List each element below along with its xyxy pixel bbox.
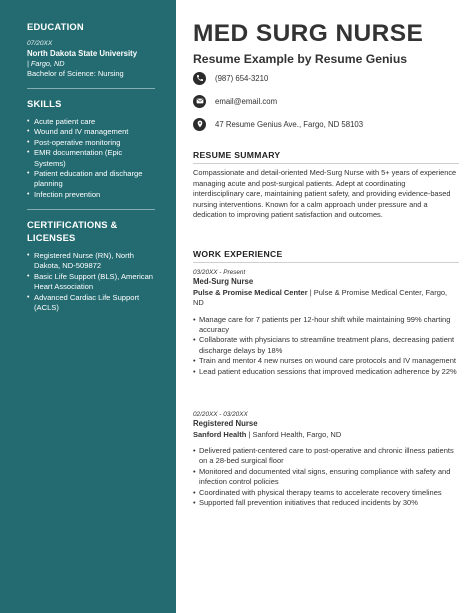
phone-icon — [193, 72, 206, 85]
education-date: 07/20XX — [27, 40, 53, 47]
skill-item: • Wound and IV management — [27, 127, 129, 137]
job-bullet: • Delivered patient-centered care to post-operative and chronic illness patients on a 28-bed surgical floor — [193, 446, 454, 466]
location-pin-icon — [193, 118, 206, 131]
skills-list — [27, 117, 155, 200]
summary-divider — [193, 163, 459, 164]
summary-heading: RESUME SUMMARY — [193, 150, 281, 160]
contact-address — [193, 117, 363, 131]
sidebar-divider — [27, 209, 155, 210]
skill-item: • Infection prevention — [27, 189, 101, 199]
skill-item: • Acute patient care — [27, 117, 96, 126]
job-title: Med-Surg Nurse — [193, 277, 254, 286]
experience-heading: WORK EXPERIENCE — [193, 249, 283, 259]
job-entry — [193, 410, 459, 508]
job-bullet: • Train and mentor 4 new nurses on wound care protocols and IV management — [193, 356, 456, 366]
experience-divider — [193, 262, 459, 263]
sidebar-divider — [27, 88, 155, 89]
certification-item: • Basic Life Support (BLS), American Heart Association — [27, 271, 154, 292]
job-bullet: • Collaborate with physicians to streamline treatment plans, decreasing patient discharge delays by 18% — [193, 335, 455, 355]
job-entry — [193, 268, 459, 377]
job-bullet: • Coordinated with physical therapy teams to accelerate recovery timelines — [193, 487, 442, 497]
summary-text: Compassionate and detail-oriented Med-Surg Nurse with 5+ years of experience managing acute and post-surgical patients. Adept at coordinating interdisciplinary care, maintaining patient safety, and providing evidence-based nursing interventions. Known for a calm approach under pressure and a dedication to improving patient satisfaction and outcomes. — [193, 168, 457, 220]
job-bullets — [193, 446, 459, 508]
job-dates: 02/20XX - 03/20XX — [193, 411, 248, 418]
skills-section — [27, 97, 155, 200]
resume-subtitle: Resume Example by Resume Genius — [193, 52, 408, 66]
sidebar — [0, 0, 176, 613]
education-location: | Fargo, ND — [27, 59, 65, 68]
job-bullet: • Supported fall prevention initiatives that reduced incidents by 30% — [193, 498, 418, 508]
job-company: Sanford Health | Sanford Health, Fargo, ND — [193, 429, 342, 439]
certification-item: • Advanced Cardiac Life Support (ACLS) — [27, 292, 140, 313]
education-school: North Dakota State University — [27, 49, 138, 58]
job-bullet: • Lead patient education sessions that improved medication adherence by 22% — [193, 366, 457, 376]
job-bullets — [193, 315, 459, 377]
skills-heading: SKILLS — [27, 98, 62, 109]
job-title: Registered Nurse — [193, 419, 258, 428]
address-text: 47 Resume Genius Ave., Fargo, ND 58103 — [215, 119, 364, 129]
education-section — [27, 20, 155, 79]
skill-item: • Post-operative monitoring — [27, 137, 121, 147]
resume-name: MED SURG NURSE — [193, 20, 424, 47]
certifications-section — [27, 218, 155, 313]
job-bullet: • Monitored and documented vital signs, ensuring compliance with safety and infection control policies — [193, 466, 451, 487]
email-icon — [193, 95, 206, 108]
email-text[interactable]: email@email.com — [215, 96, 278, 106]
certifications-list — [27, 251, 155, 313]
education-heading: EDUCATION — [27, 21, 84, 32]
skill-item: • EMR documentation (Epic Systems) — [27, 148, 123, 168]
job-bullet: • Manage care for 7 patients per 12-hour shift while maintaining 99% charting accuracy — [193, 314, 451, 334]
job-dates: 03/20XX - Present — [193, 269, 246, 276]
education-degree: Bachelor of Science: Nursing — [27, 69, 124, 78]
contact-email — [193, 94, 277, 108]
skill-item: • Patient education and discharge planning — [27, 169, 143, 189]
job-company: Pulse & Promise Medical Center | Pulse & Promise Medical Center, Fargo, ND — [193, 287, 448, 307]
phone-text[interactable]: (987) 654-3210 — [215, 73, 269, 83]
certifications-heading: CERTIFICATIONS & LICENSES — [27, 219, 118, 243]
contact-phone — [193, 71, 268, 85]
certification-item: • Registered Nurse (RN), North Dakota, ND-509872 — [27, 251, 135, 271]
